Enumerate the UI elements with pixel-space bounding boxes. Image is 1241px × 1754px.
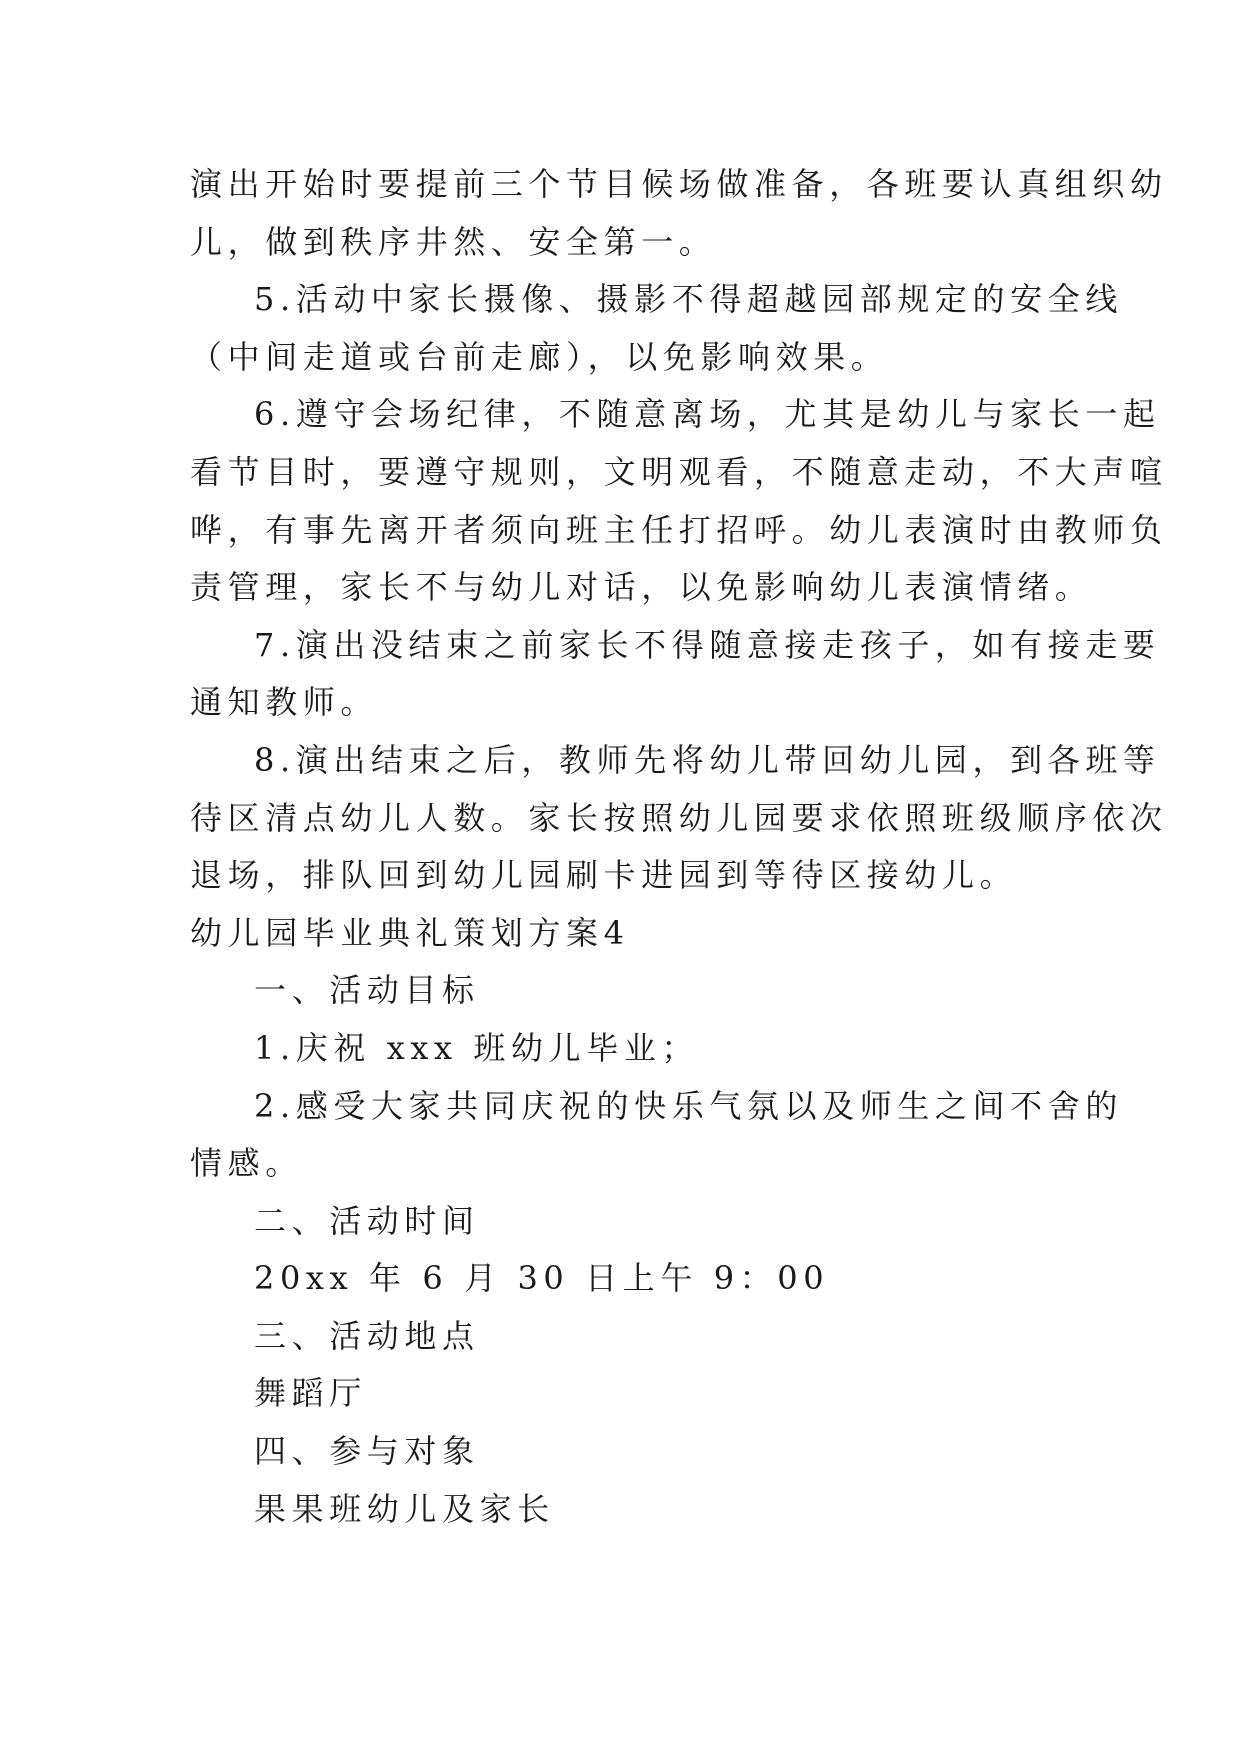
paragraph-line: 8.演出结束之后，教师先将幼儿带回幼儿园，到各班等 <box>254 740 1161 779</box>
paragraph-line: 哗，有事先离开者须向班主任打招呼。幼儿表演时由教师负 <box>190 510 1168 549</box>
list-item: 2.感受大家共同庆祝的快乐气氛以及师生之间不舍的 <box>254 1086 1123 1125</box>
section-title: 幼儿园毕业典礼策划方案4 <box>190 913 630 952</box>
paragraph-line: 5.活动中家长摄像、摄影不得超越园部规定的安全线 <box>254 280 1123 319</box>
paragraph-line: 情感。 <box>190 1144 303 1183</box>
section-heading: 三、活动地点 <box>254 1316 480 1355</box>
list-item: 1.庆祝 xxx 班幼儿毕业； <box>254 1028 700 1067</box>
paragraph-line: 7.演出没结束之前家长不得随意接走孩子，如有接走要 <box>254 625 1161 664</box>
paragraph-line: 通知教师。 <box>190 683 379 722</box>
section-heading: 一、活动目标 <box>254 971 480 1010</box>
paragraph-line: 20xx 年 6 月 30 日上午 9：00 <box>254 1259 830 1298</box>
paragraph-line: （中间走道或台前走廊），以免影响效果。 <box>190 337 889 376</box>
paragraph-line: 舞蹈厅 <box>254 1374 367 1413</box>
paragraph-line: 儿，做到秩序井然、安全第一。 <box>190 222 717 261</box>
paragraph-line: 看节目时，要遵守规则，文明观看，不随意走动，不大声喧 <box>190 452 1168 491</box>
paragraph-line: 责管理，家长不与幼儿对话，以免影响幼儿表演情绪。 <box>190 568 1093 607</box>
paragraph-line: 果果班幼儿及家长 <box>254 1489 555 1528</box>
section-heading: 四、参与对象 <box>254 1432 480 1471</box>
document-body <box>190 156 1168 1538</box>
paragraph-line: 6.遵守会场纪律，不随意离场，尤其是幼儿与家长一起 <box>254 395 1161 434</box>
paragraph-line: 演出开始时要提前三个节目候场做准备，各班要认真组织幼 <box>190 165 1168 203</box>
paragraph-line: 退场，排队回到幼儿园刷卡进园到等待区接幼儿。 <box>190 856 1018 895</box>
section-heading: 二、活动时间 <box>254 1201 480 1240</box>
paragraph-line: 待区清点幼儿人数。家长按照幼儿园要求依照班级顺序依次 <box>190 798 1168 837</box>
